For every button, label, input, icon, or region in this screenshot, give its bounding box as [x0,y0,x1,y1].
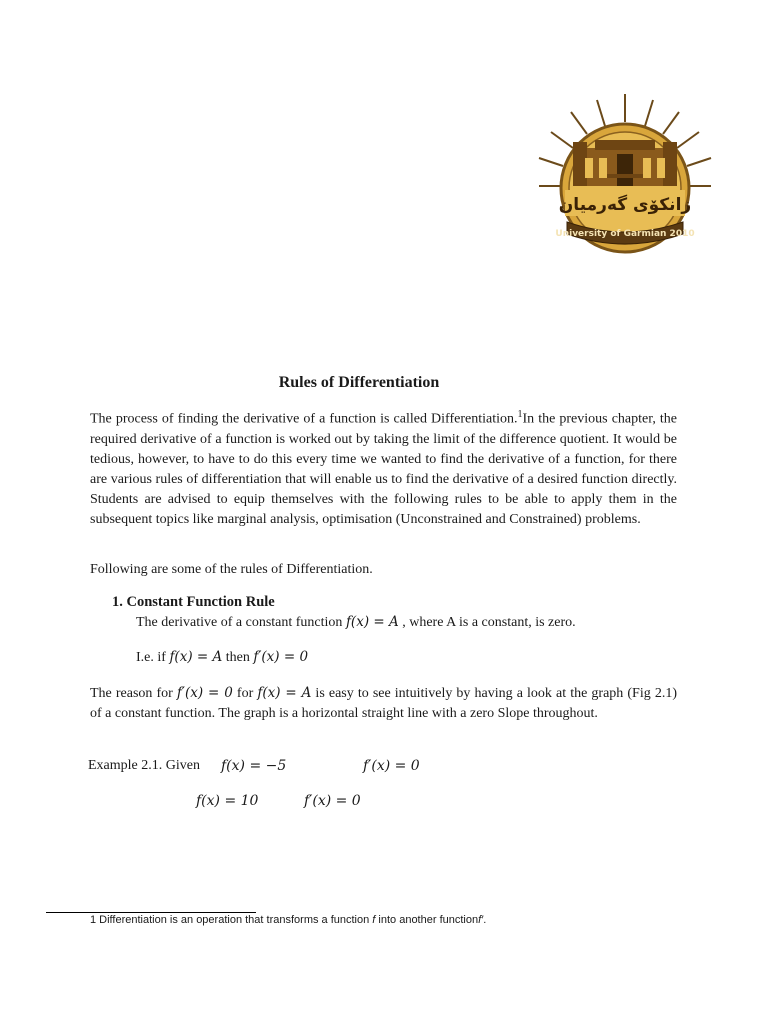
reason-text-c: is easy to see intuitively by having a look at the graph (Fig 2.1) of a constant function. The graph is a horizontal straight line with a zero Slope throughout. [90,686,677,721]
reason-paragraph [90,683,677,724]
rule-text-b: , where A is a constant, is zero. [398,615,576,630]
example-label: Example 2.1. Given [88,758,200,773]
example-math-3: f(x) = 10 [196,793,259,809]
intro-text-before-ref: The process of finding the derivative of a function is called Differentiation. [90,411,518,427]
page-title: Rules of Differentiation [278,374,440,391]
svg-text:University of Garmian 2010: University of Garmian 2010 [555,229,695,239]
footnote-f-prime: f′ [478,914,484,926]
math-fx-equals-a-2: f(x) = A [169,649,223,665]
footnote-text-b: into another function [375,914,479,926]
svg-text:زانكۆی گەرمیان: زانكۆی گەرمیان [558,195,692,215]
footnote [90,914,486,926]
intro-paragraph [90,405,677,530]
rule-statement [136,614,576,631]
math-fx-equals-a: f(x) = A [345,614,399,630]
reason-math-1: f′(x) = 0 [176,685,233,701]
following-paragraph: Following are some of the rules of Differentiation. [90,562,373,577]
footnote-text-c: . [483,914,487,926]
example-math-4: f′(x) = 0 [304,793,361,809]
ie-text: I.e. if [136,650,170,665]
reason-math-2: f(x) = A [257,685,312,701]
reason-text-a: The reason for [90,686,177,701]
footnote-f: f [372,914,376,926]
example-math-1: f(x) = −5 [221,758,287,774]
intro-text-after-ref: In the previous chapter, the required derivative of a function is worked out by taking the limit of the difference quotient. It would be tedious, however, to have to do this every time we wanted to find the derivative of a function, for there are various rules of differentiation that will enable us to find the derivative of a desired function directly. Students are advised to equip themselves with the following rules to be able to apply them in the subsequent topics like marginal analysis, optimisation (Unconstrained and Constrained) problems. [90,411,678,527]
reason-text-b: for [232,686,258,701]
rule-text-a: The derivative of a constant function [136,615,346,630]
university-logo [537,92,713,264]
rule-heading-constant-function: 1. Constant Function Rule [112,594,275,610]
rule-example-statement [136,649,308,666]
footnote-reference[interactable]: 1 [517,409,523,420]
example-math-2: f′(x) = 0 [363,758,420,774]
math-derivative-zero: f′(x) = 0 [253,649,309,665]
footnote-text-a: 1 Differentiation is an operation that transforms a function [90,914,373,926]
then-text: then [222,650,254,665]
footnote-separator [46,912,256,913]
